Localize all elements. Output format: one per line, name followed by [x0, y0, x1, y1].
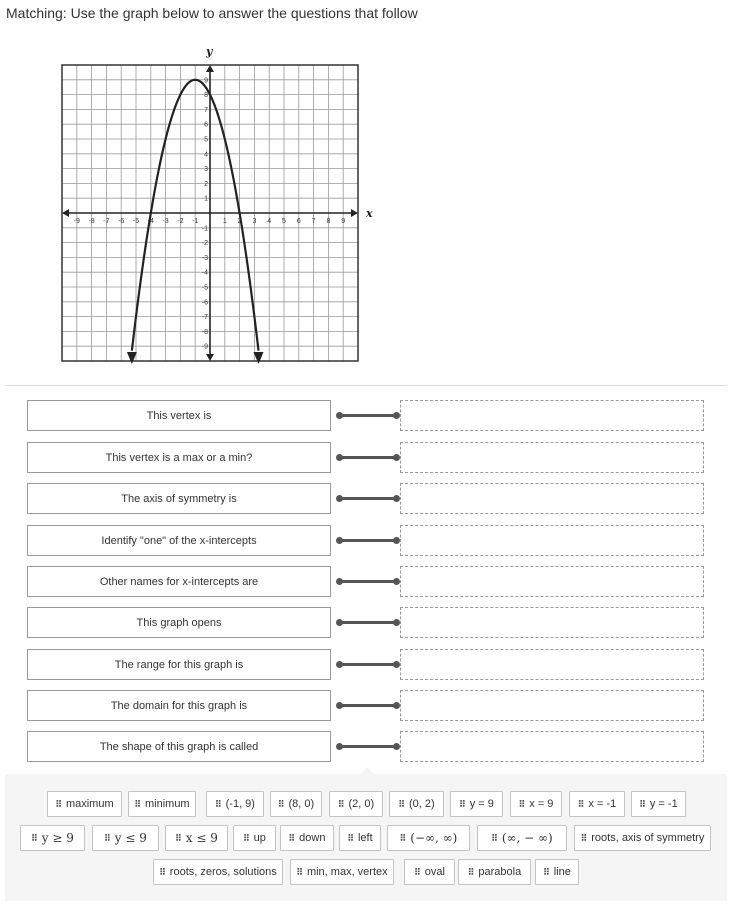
y-tick-label: 9 — [204, 77, 208, 85]
connector-dot-left — [336, 412, 343, 419]
drag-handle-icon: ⠿ — [398, 798, 404, 809]
y-tick-label: 4 — [204, 151, 208, 159]
drag-handle-icon: ⠿ — [159, 866, 165, 877]
connector-dot-left — [336, 537, 343, 544]
connector-dot-right — [393, 702, 400, 709]
answer-drop-zone[interactable] — [400, 483, 704, 514]
y-tick-label: 6 — [204, 121, 208, 129]
choice-chip[interactable] — [631, 791, 686, 817]
choice-label: oval — [424, 866, 445, 878]
drag-handle-icon: ⠿ — [467, 866, 474, 877]
y-axis-up-arrow-icon — [206, 65, 214, 72]
connector — [336, 413, 399, 418]
x-tick-label: 6 — [296, 218, 301, 225]
match-row — [5, 442, 727, 473]
connector-dot-left — [336, 619, 343, 626]
connector-dot-left — [336, 578, 343, 585]
y-tick-label: -2 — [201, 240, 208, 248]
x-tick-label: 7 — [311, 218, 316, 225]
choice-chip[interactable] — [404, 859, 455, 885]
choice-chip[interactable] — [20, 825, 85, 851]
y-axis-down-arrow-icon — [206, 354, 214, 361]
x-axis-right-arrow-icon — [351, 209, 358, 217]
connector-dot-left — [336, 454, 343, 461]
match-prompt: The domain for this graph is — [27, 690, 331, 721]
x-tick-label: -5 — [132, 218, 140, 225]
connector-dot-left — [336, 661, 343, 668]
y-tick-label: 3 — [204, 166, 208, 174]
y-axis-label: y — [206, 45, 213, 58]
match-row — [5, 649, 727, 680]
match-row — [5, 483, 727, 514]
choice-label: x ≤ 9 — [185, 831, 218, 845]
parabola-graph — [56, 44, 373, 366]
match-prompt: Other names for x-intercepts are — [27, 566, 331, 597]
drag-handle-icon: ⠿ — [243, 832, 249, 843]
choice-label: up — [253, 832, 266, 844]
choice-label: y ≥ 9 — [41, 831, 74, 845]
y-tick-label: -7 — [201, 314, 208, 322]
connector-dot-right — [393, 661, 400, 668]
choice-chip[interactable] — [389, 791, 444, 817]
x-tick-label: 4 — [267, 218, 272, 225]
x-tick-label: -3 — [162, 218, 169, 225]
question-prompt: Matching: Use the graph below to answer the questions that follow — [6, 5, 418, 21]
connector-dot-right — [393, 743, 400, 750]
choice-label: line — [553, 866, 571, 878]
x-tick-label: 1 — [222, 218, 227, 225]
drag-handle-icon: ⠿ — [337, 798, 344, 809]
connector — [336, 455, 399, 460]
choice-chip[interactable] — [165, 825, 228, 851]
choice-label: min, max, vertex — [306, 866, 388, 878]
y-tick-label: -4 — [201, 269, 208, 277]
match-row — [5, 400, 727, 431]
x-tick-label: 2 — [237, 218, 242, 225]
x-tick-label: -8 — [88, 218, 95, 225]
y-tick-label: 2 — [204, 180, 208, 188]
connector-line — [340, 704, 396, 707]
choice-label: y = -1 — [649, 798, 678, 810]
y-tick-label: 1 — [204, 195, 208, 203]
x-axis-label: x — [366, 207, 373, 220]
match-prompt: This vertex is — [27, 400, 331, 431]
drag-handle-icon: ⠿ — [414, 866, 420, 877]
choice-label: (∞, − ∞) — [501, 831, 553, 845]
connector-dot-right — [393, 412, 400, 419]
answer-drop-zone[interactable] — [400, 690, 704, 721]
connector-line — [340, 745, 396, 748]
connector-line — [340, 580, 396, 583]
choice-label: y = 9 — [469, 798, 494, 810]
x-tick-label: -4 — [147, 218, 154, 225]
drag-handle-icon: ⠿ — [215, 798, 221, 809]
x-tick-label: -1 — [192, 218, 199, 225]
drag-handle-icon: ⠿ — [639, 798, 645, 809]
drag-handle-icon: ⠿ — [347, 832, 353, 843]
y-tick-label: 5 — [204, 136, 208, 144]
connector-dot-left — [336, 743, 343, 750]
x-axis-left-arrow-icon — [62, 209, 69, 217]
choice-chip[interactable] — [450, 791, 503, 817]
choice-chip[interactable] — [233, 825, 276, 851]
answer-drop-zone[interactable] — [400, 525, 704, 556]
y-tick-label: -6 — [201, 299, 208, 307]
choice-chip[interactable] — [329, 791, 383, 817]
choice-chip[interactable] — [510, 791, 562, 817]
drag-handle-icon: ⠿ — [491, 832, 497, 843]
x-tick-label: 9 — [341, 218, 346, 225]
y-tick-label: 8 — [204, 92, 208, 100]
choice-chip[interactable] — [128, 791, 196, 817]
connector-dot-left — [336, 702, 343, 709]
connector — [336, 620, 399, 625]
y-tick-label: -8 — [201, 328, 208, 336]
curve-left-arrow-icon — [127, 352, 137, 364]
choice-label: (-1, 9) — [225, 798, 255, 810]
x-tick-label: 5 — [282, 218, 286, 225]
choice-chip[interactable] — [270, 791, 322, 817]
choice-chip[interactable] — [477, 825, 567, 851]
choice-label: parabola — [478, 866, 522, 878]
choice-label: down — [299, 832, 326, 844]
connector-line — [340, 414, 396, 417]
connector-dot-right — [393, 454, 400, 461]
answer-drop-zone[interactable] — [400, 566, 704, 597]
choice-label: x = -1 — [588, 798, 617, 810]
connector-dot-left — [336, 495, 343, 502]
choice-label: (0, 2) — [408, 798, 435, 810]
x-tick-label: 8 — [326, 218, 331, 225]
connector — [336, 496, 399, 501]
match-prompt: The shape of this graph is called — [27, 731, 331, 762]
x-tick-label: -6 — [118, 218, 125, 225]
drag-handle-icon: ⠿ — [459, 798, 465, 809]
answer-drop-zone[interactable] — [400, 400, 704, 431]
x-tick-label: 3 — [252, 218, 257, 225]
choice-label: maximum — [65, 798, 114, 810]
choice-chip[interactable] — [574, 825, 711, 851]
connector — [336, 579, 399, 584]
y-tick-label: -9 — [201, 343, 208, 351]
choice-chip[interactable] — [206, 791, 264, 817]
connector-dot-right — [393, 495, 400, 502]
match-row — [5, 566, 727, 597]
choice-chip[interactable] — [387, 825, 470, 851]
answer-drop-zone[interactable] — [400, 442, 704, 473]
y-tick-label: -5 — [201, 284, 208, 292]
drag-handle-icon: ⠿ — [399, 832, 406, 843]
drag-handle-icon: ⠿ — [175, 832, 181, 843]
choice-label: (−∞, ∞) — [410, 831, 458, 845]
connector-dot-right — [393, 537, 400, 544]
connector-line — [340, 497, 396, 500]
choice-label: y ≤ 9 — [114, 831, 147, 845]
drag-handle-icon: ⠿ — [55, 798, 61, 809]
choice-label: minimum — [144, 798, 190, 810]
panel-caret — [359, 767, 375, 775]
connector-dot-right — [393, 619, 400, 626]
match-prompt: The range for this graph is — [27, 649, 331, 680]
answer-drop-zone[interactable] — [400, 649, 704, 680]
drag-handle-icon: ⠿ — [518, 798, 525, 809]
choice-label: left — [357, 832, 373, 844]
match-row — [5, 525, 727, 556]
connector-line — [340, 621, 396, 624]
drag-handle-icon: ⠿ — [31, 832, 37, 843]
drag-handle-icon: ⠿ — [288, 832, 295, 843]
choice-chip[interactable] — [280, 825, 334, 851]
x-tick-label: -2 — [177, 218, 184, 225]
choice-chip[interactable] — [569, 791, 625, 817]
connector-line — [340, 539, 396, 542]
y-tick-label: -1 — [201, 225, 208, 233]
match-row — [5, 690, 727, 721]
choice-label: (8, 0) — [288, 798, 315, 810]
choice-chip[interactable] — [458, 859, 531, 885]
connector — [336, 538, 399, 543]
answer-drop-zone[interactable] — [400, 607, 704, 638]
connector — [336, 744, 399, 749]
match-prompt: The axis of symmetry is — [27, 483, 331, 514]
connector-dot-right — [393, 578, 400, 585]
drag-handle-icon: ⠿ — [580, 832, 587, 843]
choice-chip[interactable] — [153, 859, 283, 885]
match-row — [5, 731, 727, 762]
choice-chip[interactable] — [47, 791, 122, 817]
y-tick-label: 7 — [204, 106, 208, 114]
connector — [336, 662, 399, 667]
x-tick-label: -7 — [103, 218, 110, 225]
x-tick-label: -9 — [73, 218, 80, 225]
drag-handle-icon: ⠿ — [296, 866, 302, 877]
connector-line — [340, 663, 396, 666]
drag-handle-icon: ⠿ — [104, 832, 110, 843]
choice-label: x = 9 — [529, 798, 554, 810]
y-tick-label: -3 — [201, 254, 208, 262]
drag-handle-icon: ⠿ — [577, 798, 584, 809]
choice-chip[interactable] — [535, 859, 579, 885]
matching-area — [5, 386, 727, 774]
connector-line — [340, 456, 396, 459]
answer-drop-zone[interactable] — [400, 731, 704, 762]
match-prompt: Identify "one" of the x-intercepts — [27, 525, 331, 556]
choice-chip[interactable] — [92, 825, 159, 851]
drag-handle-icon: ⠿ — [543, 866, 549, 877]
choice-chip[interactable] — [339, 825, 381, 851]
choice-label: roots, zeros, solutions — [169, 866, 277, 878]
match-prompt: This graph opens — [27, 607, 331, 638]
choice-chip[interactable] — [290, 859, 394, 885]
connector — [336, 703, 399, 708]
choice-label: (2, 0) — [348, 798, 375, 810]
curve-right-arrow-icon — [254, 352, 264, 364]
match-prompt: This vertex is a max or a min? — [27, 442, 331, 473]
drag-handle-icon: ⠿ — [277, 798, 284, 809]
match-row — [5, 607, 727, 638]
choice-label: roots, axis of symmetry — [591, 832, 705, 844]
drag-handle-icon: ⠿ — [134, 798, 140, 809]
